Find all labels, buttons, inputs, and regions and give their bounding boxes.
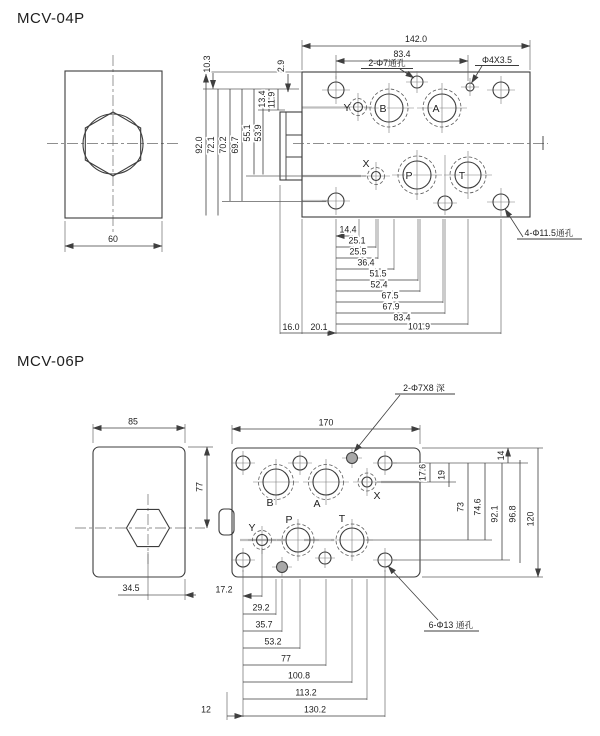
dim-72: 72.1: [206, 136, 216, 154]
port-b-label: B: [266, 497, 274, 509]
dim-130-2: 130.2: [303, 704, 327, 715]
dim-17-6: 17.6: [417, 463, 428, 482]
dim-83-4: 83.4: [393, 312, 411, 323]
mcv06p-title: MCV-06P: [17, 353, 85, 370]
dim-101-9: 101.9: [407, 321, 431, 332]
dim-77b: 77: [281, 653, 291, 664]
callout-phi4x3.5: Φ4X3.5: [481, 55, 513, 65]
dim-113-2: 113.2: [295, 687, 317, 698]
dim-74-6: 74.6: [472, 498, 483, 516]
port-t-label: T: [458, 170, 466, 182]
dim-19: 19: [436, 470, 447, 480]
port-p-label: P: [285, 514, 293, 526]
dim-96-8: 96.8: [507, 505, 518, 523]
dim-34-5: 34.5: [122, 583, 140, 593]
dim-92-1: 92.1: [489, 505, 500, 523]
dim-16: 16.0: [282, 322, 300, 332]
dim-70: 70.2: [218, 136, 228, 154]
port-b-label: B: [379, 103, 387, 115]
dim-67-5: 67.5: [381, 290, 399, 301]
port-y-label: Y: [248, 522, 256, 534]
dim-120: 120: [525, 511, 536, 527]
dim-14: 14: [496, 450, 506, 461]
dim-51-5: 51.5: [369, 268, 387, 279]
dim-55: 55.1: [242, 124, 252, 142]
dim-142: 142.0: [404, 34, 428, 44]
dim-10: 10.3: [202, 55, 212, 73]
dim-53: 53.9: [253, 124, 263, 142]
dim-14-4: 14.4: [339, 224, 357, 235]
dim-67-9: 67.9: [382, 301, 400, 312]
dim-17-2: 17.2: [215, 584, 233, 595]
dim-100-8: 100.8: [287, 670, 311, 681]
dim-25-1: 25.1: [348, 235, 366, 246]
dim-11: 11.9: [266, 91, 277, 109]
dim-83-top: 83.4: [393, 49, 411, 59]
dim-29-2: 29.2: [252, 602, 270, 613]
mcv04p-side-width-dim: 60: [108, 234, 118, 244]
callout-2-phi7: 2-Φ7通孔: [368, 58, 406, 68]
phi7x8-hole: [347, 453, 358, 464]
dim-69: 69.7: [230, 136, 240, 154]
dim-77: 77: [194, 482, 205, 492]
dim-52-4: 52.4: [370, 279, 388, 290]
dim-36-4: 36.4: [357, 257, 375, 268]
port-t-label: T: [338, 513, 346, 525]
callout-6-phi13: 6-Φ13 通孔: [428, 620, 474, 630]
dim-2-9: 2.9: [276, 59, 286, 73]
port-y-label: Y: [343, 102, 351, 114]
port-x-label: X: [362, 158, 370, 170]
callout-2-phi7x8: 2-Φ7X8 深: [403, 383, 445, 393]
port-a-label: A: [432, 103, 440, 115]
mcv04p-title: MCV-04P: [17, 10, 85, 27]
dim-20-1: 20.1: [310, 322, 328, 332]
callout-4-phi11-5: 4-Φ11.5通孔: [524, 228, 574, 238]
port-p-label: P: [405, 170, 413, 182]
dim-92: 92.0: [194, 136, 204, 154]
dim-53-2: 53.2: [264, 636, 282, 647]
dim-35-7: 35.7: [255, 619, 273, 630]
dim-170: 170: [318, 417, 334, 428]
dim-85: 85: [128, 416, 138, 427]
port-a-label: A: [313, 498, 321, 510]
port-x-label: X: [373, 490, 381, 502]
dim-73: 73: [455, 502, 466, 512]
dim-13: 13.4: [257, 90, 267, 108]
phi7x8-hole: [277, 562, 288, 573]
dim-12: 12: [201, 704, 211, 715]
dim-25-5: 25.5: [349, 246, 367, 257]
